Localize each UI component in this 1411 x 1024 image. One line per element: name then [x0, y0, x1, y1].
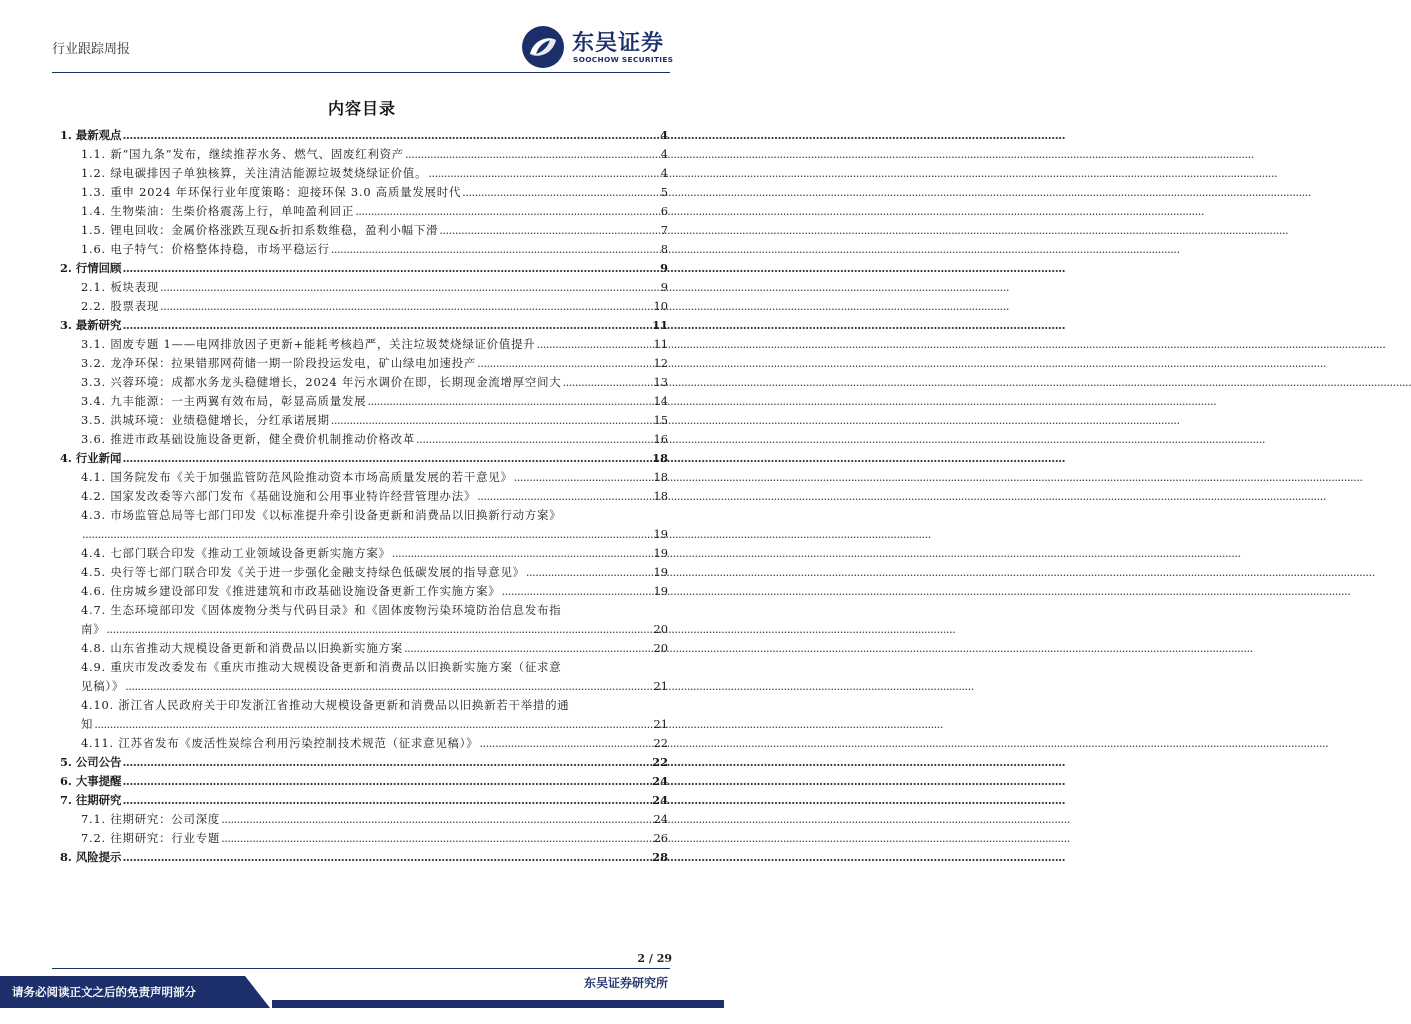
toc-entry-number: 7.1.: [81, 812, 106, 826]
toc-entry-number: 4.7.: [81, 603, 106, 617]
toc-entry-title: 最新观点: [75, 128, 122, 142]
toc-entry-page: 20: [653, 622, 668, 636]
toc-leader-dots: [404, 639, 653, 658]
toc-leader-dots: [392, 544, 653, 563]
toc-leader-dots: [94, 715, 652, 734]
disclaimer-band: [0, 976, 300, 1008]
toc-leader-dots: [405, 145, 660, 164]
toc-entry[interactable]: [60, 411, 668, 430]
toc-entry[interactable]: [60, 316, 668, 335]
toc-leader-dots: [526, 563, 653, 582]
toc-entry[interactable]: [60, 373, 668, 392]
toc-entry-title: 重庆市发改委发布《重庆市推动大规模设备更新和消费品以旧换新实施方案（征求意: [110, 660, 562, 674]
toc-entry-number: 1.6.: [81, 242, 106, 256]
toc-entry-number: 2.: [60, 261, 72, 275]
toc-entry[interactable]: [60, 753, 668, 772]
toc-entry-title: 最新研究: [75, 318, 122, 332]
toc-entry[interactable]: [60, 335, 668, 354]
toc-entry[interactable]: [60, 848, 668, 867]
toc-entry-number: 1.: [60, 128, 72, 142]
toc-leader-dots: [122, 316, 651, 335]
toc-leader-dots: [462, 183, 660, 202]
toc-entry-page: 15: [653, 413, 668, 427]
toc-entry-number: 3.1.: [81, 337, 106, 351]
toc-entry-title: 绿电碳排因子单独核算，关注清洁能源垃圾焚烧绿证价值。: [110, 166, 428, 180]
toc-entry-number: 3.2.: [81, 356, 106, 370]
company-logo: [520, 24, 680, 70]
toc-entry-page: 28: [652, 850, 668, 864]
toc-entry-page: 19: [653, 565, 668, 579]
toc-entry-number: 1.5.: [81, 223, 106, 237]
toc-leader-dots: [122, 753, 651, 772]
toc-entry-number: 3.3.: [81, 375, 106, 389]
toc-entry-page: 21: [653, 717, 668, 731]
toc-entry[interactable]: [60, 183, 668, 202]
toc-entry-page: 24: [653, 812, 668, 826]
toc-entry-title-continued: 知: [81, 717, 94, 731]
toc-entry-title: 生物柴油：生柴价格震荡上行，单吨盈利回正: [110, 204, 355, 218]
toc-entry-title: 重申 2024 年环保行业年度策略：迎接环保 3.0 高质量发展时代: [110, 185, 462, 199]
toc-entry-number: 4.6.: [81, 584, 106, 598]
footer-divider: [52, 968, 670, 969]
toc-entry-title: 市场监管总局等七部门印发《以标准提升牵引设备更新和消费品以旧换新行动方案》: [110, 508, 562, 522]
toc-entry[interactable]: [60, 658, 668, 696]
toc-entry-number: 2.1.: [81, 280, 106, 294]
toc-entry-page: 24: [652, 774, 668, 788]
toc-entry-title: 风险提示: [75, 850, 122, 864]
toc-entry-number: 4.2.: [81, 489, 106, 503]
toc-entry[interactable]: [60, 221, 668, 240]
toc-title: 内容目录: [327, 99, 396, 118]
toc-entry-title: 兴蓉环境：成都水务龙头稳健增长，2024 年污水调价在即，长期现金流增厚空间大: [110, 375, 562, 389]
toc-entry-title: 股票表现: [110, 299, 160, 313]
toc-entry[interactable]: [60, 240, 668, 259]
toc-entry-page: 10: [653, 299, 668, 313]
toc-leader-dots: [479, 734, 652, 753]
toc-entry-page: 11: [652, 318, 668, 332]
toc-entry-number: 4.5.: [81, 565, 106, 579]
toc-entry[interactable]: [60, 563, 668, 582]
header-divider: [52, 72, 670, 73]
toc-entry-title: 推进市政基础设施设备更新，健全费价机制推动价格改革: [110, 432, 416, 446]
toc-leader-dots: [501, 582, 652, 601]
toc-entry-title: 锂电回收：金属价格涨跌互现&折扣系数维稳，盈利小幅下滑: [110, 223, 439, 237]
toc-entry-page: 14: [653, 394, 668, 408]
toc-entry-number: 5.: [60, 755, 72, 769]
toc-entry-page: 19: [653, 584, 668, 598]
toc-entry-number: 6.: [60, 774, 72, 788]
toc-entry-page: 11: [653, 337, 668, 351]
toc-entry[interactable]: [60, 126, 668, 145]
table-of-contents: [60, 126, 668, 867]
toc-leader-dots: [477, 487, 652, 506]
toc-leader-dots: [477, 354, 652, 373]
toc-leader-dots: [221, 829, 652, 848]
toc-entry-page: 4: [660, 128, 668, 142]
toc-entry-number: 8.: [60, 850, 72, 864]
toc-leader-dots: [514, 468, 653, 487]
toc-entry-title: 固废专题 1——电网排放因子更新+能耗考核趋严，关注垃圾焚烧绿证价值提升: [110, 337, 536, 351]
toc-entry-page: 18: [653, 470, 668, 484]
toc-entry[interactable]: [60, 810, 668, 829]
toc-leader-dots: [355, 202, 660, 221]
toc-entry-page: 16: [653, 432, 668, 446]
toc-entry[interactable]: [60, 354, 668, 373]
toc-entry-number: 3.: [60, 318, 72, 332]
toc-entry-page: 22: [653, 736, 668, 750]
toc-entry[interactable]: [60, 202, 668, 221]
toc-entry[interactable]: [60, 145, 668, 164]
toc-entry-title: 九丰能源：一主两翼有效布局，彰显高质量发展: [110, 394, 367, 408]
toc-entry-page: 12: [653, 356, 668, 370]
toc-entry-number: 1.3.: [81, 185, 106, 199]
toc-entry[interactable]: [60, 392, 668, 411]
soochow-logo-icon: [520, 24, 566, 70]
toc-leader-dots: [160, 297, 652, 316]
toc-entry-number: 4.8.: [81, 641, 106, 655]
toc-entry[interactable]: [60, 791, 668, 810]
toc-entry-title: 江苏省发布《废活性炭综合利用污染控制技术规范（征求意见稿）》: [118, 736, 479, 750]
toc-entry[interactable]: [60, 772, 668, 791]
toc-leader-dots: [416, 430, 652, 449]
toc-entry-page: 19: [653, 527, 668, 541]
toc-entry-title: 央行等七部门联合印发《关于进一步强化金融支持绿色低碳发展的指导意见》: [110, 565, 525, 579]
toc-entry[interactable]: [60, 487, 668, 506]
toc-entry-page: 9: [660, 261, 668, 275]
toc-entry-number: 4.: [60, 451, 72, 465]
toc-entry-title: 山东省推动大规模设备更新和消费品以旧换新实施方案: [110, 641, 403, 655]
toc-leader-dots: [331, 240, 660, 259]
toc-entry-title: 电子特气：价格整体持稳，市场平稳运行: [110, 242, 330, 256]
toc-entry-number: 4.3.: [81, 508, 106, 522]
toc-leader-dots: [221, 810, 652, 829]
toc-entry-number: 4.11.: [81, 736, 114, 750]
toc-entry-title: 生态环境部印发《固体废物分类与代码目录》和《固体废物污染环境防治信息发布指: [110, 603, 562, 617]
logo-english-name: SOOCHOW SECURITIES: [573, 55, 674, 64]
toc-leader-dots: [428, 164, 659, 183]
toc-leader-dots: [122, 848, 651, 867]
toc-entry[interactable]: [60, 468, 668, 487]
toc-entry[interactable]: [60, 829, 668, 848]
toc-entry-number: 3.4.: [81, 394, 106, 408]
toc-entry-page: 18: [652, 451, 668, 465]
toc-leader-dots: [331, 411, 653, 430]
toc-entry-title: 行情回顾: [75, 261, 122, 275]
toc-entry[interactable]: [60, 639, 668, 658]
toc-leader-dots: [82, 525, 653, 544]
toc-entry-title: 新“国九条”发布，继续推荐水务、燃气、固废红利资产: [110, 147, 404, 161]
toc-entry-title: 浙江省人民政府关于印发浙江省推动大规模设备更新和消费品以旧换新若干举措的通: [118, 698, 570, 712]
toc-entry-title: 板块表现: [110, 280, 160, 294]
toc-entry-page: 18: [653, 489, 668, 503]
toc-entry-page: 26: [653, 831, 668, 845]
toc-leader-dots: [122, 259, 659, 278]
toc-entry-page: 13: [653, 375, 668, 389]
toc-entry[interactable]: [60, 278, 668, 297]
toc-entry-page: 19: [653, 546, 668, 560]
toc-entry-page: 24: [652, 793, 668, 807]
toc-entry-page: 9: [660, 280, 668, 294]
toc-entry-title: 大事提醒: [75, 774, 122, 788]
toc-entry-title: 国家发改委等六部门发布《基础设施和公用事业特许经营管理办法》: [110, 489, 477, 503]
footer-band-right: [272, 1000, 724, 1008]
toc-entry-page: 20: [653, 641, 668, 655]
toc-entry-title: 往期研究：行业专题: [110, 831, 221, 845]
toc-entry-title-continued: 见稿）》: [81, 679, 125, 693]
toc-leader-dots: [125, 677, 652, 696]
disclaimer-text: 请务必阅读正文之后的免责声明部分: [12, 985, 196, 999]
toc-entry-number: 4.4.: [81, 546, 106, 560]
toc-entry[interactable]: [60, 734, 668, 753]
toc-entry-number: 1.1.: [81, 147, 106, 161]
toc-entry-page: 21: [653, 679, 668, 693]
toc-entry-title: 住房城乡建设部印发《推进建筑和市政基础设施设备更新工作实施方案》: [110, 584, 501, 598]
toc-entry[interactable]: [60, 449, 668, 468]
toc-entry-page: 22: [652, 755, 668, 769]
toc-leader-dots: [122, 791, 651, 810]
toc-leader-dots: [122, 449, 651, 468]
toc-entry-number: 1.2.: [81, 166, 106, 180]
page-indicator: 2 / 29: [637, 952, 672, 965]
toc-leader-dots: [160, 278, 660, 297]
toc-leader-dots: [562, 373, 652, 392]
toc-entry[interactable]: [60, 430, 668, 449]
toc-entry-number: 4.9.: [81, 660, 106, 674]
toc-entry-number: 7.2.: [81, 831, 106, 845]
toc-leader-dots: [106, 620, 652, 639]
toc-leader-dots: [536, 335, 652, 354]
toc-entry-title: 洪城环境：业绩稳健增长，分红承诺展期: [110, 413, 330, 427]
toc-entry-page: 5: [660, 185, 668, 199]
toc-entry[interactable]: [60, 582, 668, 601]
toc-entry-number: 4.10.: [81, 698, 114, 712]
toc-entry[interactable]: [60, 297, 668, 316]
toc-entry-number: 7.: [60, 793, 72, 807]
toc-entry[interactable]: [60, 601, 668, 639]
toc-entry[interactable]: [60, 259, 668, 278]
toc-entry-title: 行业新闻: [75, 451, 122, 465]
toc-entry-title: 七部门联合印发《推动工业领域设备更新实施方案》: [110, 546, 391, 560]
toc-entry-title: 公司公告: [75, 755, 122, 769]
toc-entry[interactable]: [60, 506, 668, 544]
toc-leader-dots: [122, 126, 659, 145]
toc-entry-page: 7: [660, 223, 668, 237]
toc-leader-dots: [122, 772, 651, 791]
toc-entry-number: 1.4.: [81, 204, 106, 218]
logo-chinese-name: 东吴证券: [572, 31, 665, 56]
toc-entry[interactable]: [60, 696, 668, 734]
toc-entry[interactable]: [60, 164, 668, 183]
toc-entry-page: 8: [660, 242, 668, 256]
toc-entry-title: 往期研究：公司深度: [110, 812, 221, 826]
toc-entry-title-continued: 南》: [81, 622, 106, 636]
toc-entry-number: 4.1.: [81, 470, 106, 484]
toc-entry-page: 6: [660, 204, 668, 218]
header-report-type: 行业跟踪周报: [52, 42, 131, 57]
toc-leader-dots: [439, 221, 659, 240]
footer-organization: 东吴证券研究所: [583, 976, 668, 990]
toc-entry-page: 4: [660, 166, 668, 180]
toc-entry-title: 国务院发布《关于加强监管防范风险推动资本市场高质量发展的若干意见》: [110, 470, 513, 484]
toc-leader-dots: [367, 392, 652, 411]
toc-entry-number: 3.5.: [81, 413, 106, 427]
toc-entry-number: 3.6.: [81, 432, 106, 446]
toc-entry-title: 往期研究: [75, 793, 122, 807]
toc-entry-page: 4: [660, 147, 668, 161]
toc-entry-title: 龙净环保：拉果错那网荷储一期一阶段投运发电，矿山绿电加速投产: [110, 356, 477, 370]
toc-entry[interactable]: [60, 544, 668, 563]
toc-entry-number: 2.2.: [81, 299, 106, 313]
